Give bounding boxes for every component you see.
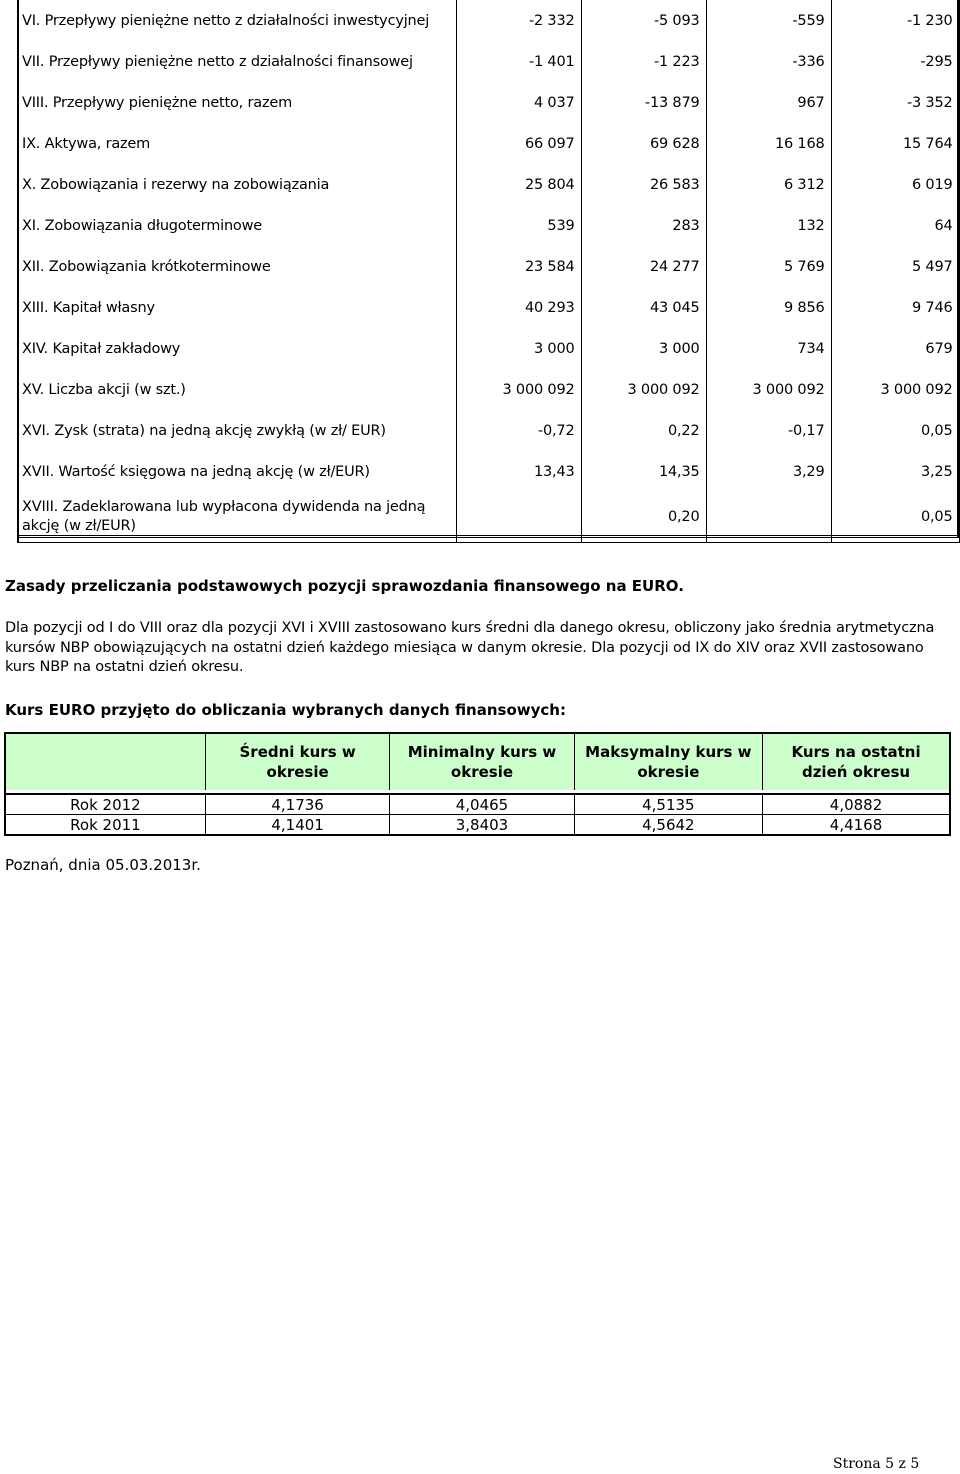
row-value: 16 168	[706, 123, 831, 164]
place-and-date: Poznań, dnia 05.03.2013r.	[5, 856, 201, 874]
row-value: 3 000 092	[456, 369, 581, 410]
financial-data-table	[17, 0, 960, 543]
row-value: 9 856	[706, 287, 831, 328]
table-row	[5, 815, 950, 836]
row-value: 0,22	[581, 410, 706, 451]
row-value: -5 093	[581, 0, 706, 41]
row-label: VI. Przepływy pieniężne netto z działalności inwestycyjnej	[18, 0, 456, 41]
last-cell: 4,4168	[763, 815, 950, 836]
row-value: 3,25	[831, 451, 959, 492]
row-label: X. Zobowiązania i rezerwy na zobowiązania	[18, 164, 456, 205]
min-cell: 3,8403	[390, 815, 574, 836]
max-cell: 4,5135	[574, 794, 762, 815]
row-value: 132	[706, 205, 831, 246]
row-label: VIII. Przepływy pieniężne netto, razem	[18, 82, 456, 123]
avg-cell: 4,1736	[205, 794, 389, 815]
header-cell-max: Maksymalny kurs w okresie	[574, 733, 762, 790]
exchange-rate-table	[4, 732, 951, 836]
row-value: 6 312	[706, 164, 831, 205]
row-value: 13,43	[456, 451, 581, 492]
row-value: 3,29	[706, 451, 831, 492]
max-cell: 4,5642	[574, 815, 762, 836]
row-label: IX. Aktywa, razem	[18, 123, 456, 164]
row-value: -2 332	[456, 0, 581, 41]
table-bottom-border	[17, 535, 958, 538]
conversion-rules-paragraph: Dla pozycji od I do VIII oraz dla pozycji XVI i XVIII zastosowano kurs średni dla danego okresu, obliczony jako średnia arytmetyczna kursów NBP obowiązujących na ostatni dzień każdego miesiąca w danym okresie. Dla pozycji od IX do XIV oraz XVII zastosowano kurs NBP na ostatni dzień okresu.	[5, 620, 935, 675]
row-value: 66 097	[456, 123, 581, 164]
table-row	[18, 451, 959, 492]
table-row	[18, 123, 959, 164]
row-value: 6 019	[831, 164, 959, 205]
row-value: -336	[706, 41, 831, 82]
table-row	[18, 246, 959, 287]
row-value: 0,05	[831, 410, 959, 451]
row-value: 3 000 092	[706, 369, 831, 410]
row-value: 0,05	[831, 492, 959, 543]
header-cell-empty	[5, 733, 205, 790]
row-label: XV. Liczba akcji (w szt.)	[18, 369, 456, 410]
row-value: -0,72	[456, 410, 581, 451]
min-cell: 4,0465	[390, 794, 574, 815]
row-value: 40 293	[456, 287, 581, 328]
row-value: -1 401	[456, 41, 581, 82]
row-value: 5 497	[831, 246, 959, 287]
row-label: XIII. Kapitał własny	[18, 287, 456, 328]
row-label: XI. Zobowiązania długoterminowe	[18, 205, 456, 246]
row-value: 64	[831, 205, 959, 246]
row-label: XII. Zobowiązania krótkoterminowe	[18, 246, 456, 287]
row-value: 734	[706, 328, 831, 369]
table-row	[18, 164, 959, 205]
row-value: 15 764	[831, 123, 959, 164]
exchange-rate-heading: Kurs EURO przyjęto do obliczania wybranych danych finansowych:	[5, 701, 566, 719]
row-value: 25 804	[456, 164, 581, 205]
row-value: 5 769	[706, 246, 831, 287]
row-value: 14,35	[581, 451, 706, 492]
row-value: -3 352	[831, 82, 959, 123]
table-row	[18, 205, 959, 246]
table-header-row	[5, 733, 950, 790]
year-cell: Rok 2012	[5, 794, 205, 815]
row-value: 539	[456, 205, 581, 246]
row-label: XIV. Kapitał zakładowy	[18, 328, 456, 369]
row-value: 4 037	[456, 82, 581, 123]
row-value: 43 045	[581, 287, 706, 328]
row-value: -13 879	[581, 82, 706, 123]
row-value: 967	[706, 82, 831, 123]
row-value: -1 223	[581, 41, 706, 82]
row-value: 26 583	[581, 164, 706, 205]
conversion-rules-heading: Zasady przeliczania podstawowych pozycji sprawozdania finansowego na EURO.	[5, 577, 684, 595]
table-row	[18, 369, 959, 410]
header-cell-last: Kurs na ostatni dzień okresu	[763, 733, 950, 790]
row-label: VII. Przepływy pieniężne netto z działalności finansowej	[18, 41, 456, 82]
row-value: 3 000	[581, 328, 706, 369]
table-row	[18, 410, 959, 451]
row-value: 69 628	[581, 123, 706, 164]
table-row	[18, 41, 959, 82]
row-value: 3 000 092	[581, 369, 706, 410]
row-value: -1 230	[831, 0, 959, 41]
row-value: -559	[706, 0, 831, 41]
table-row	[18, 0, 959, 41]
row-label: XVI. Zysk (strata) na jedną akcję zwykłą (w zł/ EUR)	[18, 410, 456, 451]
table-row	[18, 328, 959, 369]
row-value: 3 000	[456, 328, 581, 369]
row-value: 679	[831, 328, 959, 369]
row-value: -0,17	[706, 410, 831, 451]
table-row	[5, 794, 950, 815]
row-value: -295	[831, 41, 959, 82]
avg-cell: 4,1401	[205, 815, 389, 836]
header-cell-avg: Średni kurs w okresie	[205, 733, 389, 790]
header-cell-min: Minimalny kurs w okresie	[390, 733, 574, 790]
page-number: Strona 5 z 5	[833, 1456, 920, 1472]
row-value: 0,20	[581, 492, 706, 543]
row-value: 3 000 092	[831, 369, 959, 410]
table-row	[18, 287, 959, 328]
table-row	[18, 82, 959, 123]
row-value: 9 746	[831, 287, 959, 328]
last-cell: 4,0882	[763, 794, 950, 815]
year-cell: Rok 2011	[5, 815, 205, 836]
row-label: XVIII. Zadeklarowana lub wypłacona dywidenda na jedną akcję (w zł/EUR)	[18, 492, 456, 543]
row-value: 23 584	[456, 246, 581, 287]
row-value: 24 277	[581, 246, 706, 287]
row-label: XVII. Wartość księgowa na jedną akcję (w zł/EUR)	[18, 451, 456, 492]
row-value: 283	[581, 205, 706, 246]
